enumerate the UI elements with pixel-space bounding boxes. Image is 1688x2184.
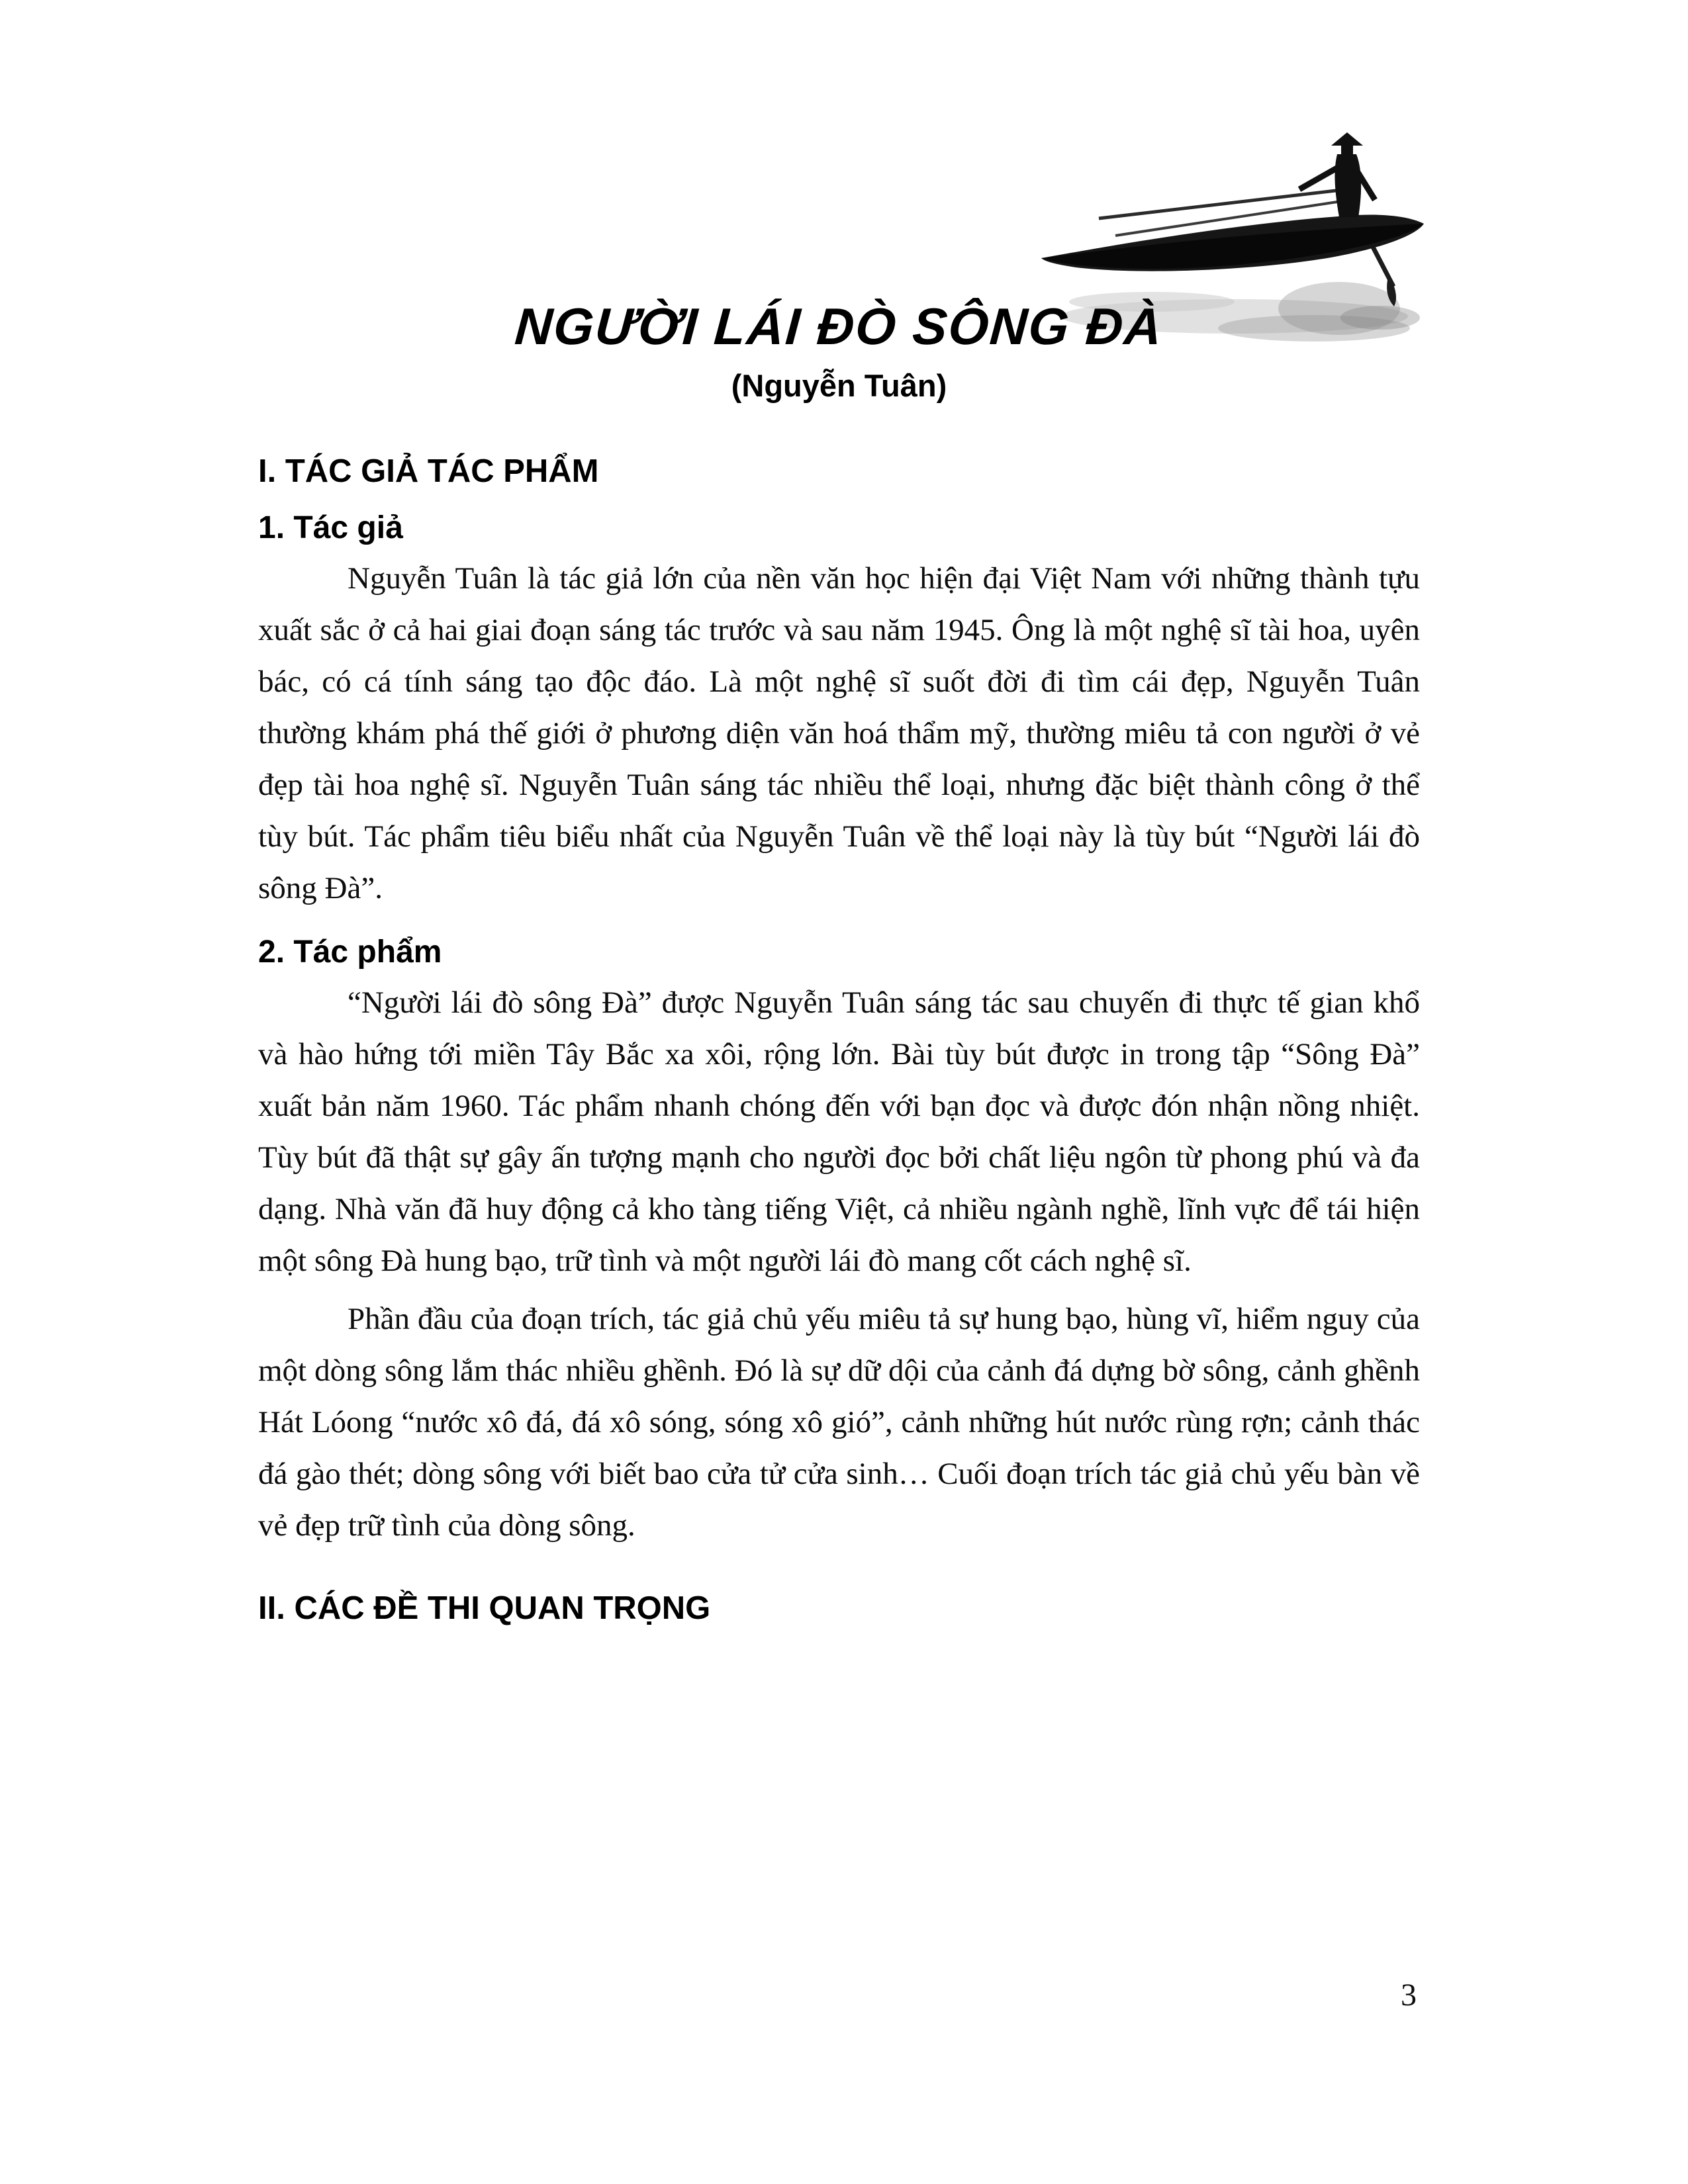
page-content	[258, 0, 1420, 1627]
subheading-tac-pham: 2. Tác phẩm	[258, 934, 442, 970]
section-heading-cac-de-thi: II. CÁC ĐỀ THI QUAN TRỌNG	[258, 1590, 711, 1626]
section-heading-tac-gia-tac-pham: I. TÁC GIẢ TÁC PHẨM	[258, 453, 599, 489]
page-number: 3	[1401, 1978, 1417, 2013]
paragraph-tac-pham-2: Phần đầu của đoạn trích, tác giả chủ yếu miêu tả sự hung bạo, hùng vĩ, hiểm nguy của một dòng sông lắm thác nhiều ghềnh. Đó là sự dữ dội của cảnh đá dựng bờ sông, cảnh ghềnh Hát Lóong “nước xô đá, đá xô sóng, sóng xô gió”, cảnh những hút nước rùng rợn; cảnh thác đá gào thét; dòng sông với biết bao cửa tử cửa sinh… Cuối đoạn trích tác giả chủ yếu bàn về vẻ đẹp trữ tình của dòng sông.	[258, 1302, 1420, 1543]
author-line: (Nguyễn Tuân)	[731, 368, 947, 403]
subheading-tac-gia: 1. Tác giả	[258, 510, 403, 545]
paragraph-tac-gia: Nguyễn Tuân là tác giả lớn của nền văn học hiện đại Việt Nam với những thành tựu xuất sắc ở cả hai giai đoạn sáng tác trước và sau năm 1945. Ông là một nghệ sĩ tài hoa, uyên bác, có cá tính sáng tạo độc đáo. Là một nghệ sĩ suốt đời đi tìm cái đẹp, Nguyễn Tuân thường khám phá thế giới ở phương diện văn hoá thẩm mỹ, thường miêu tả con người ở vẻ đẹp tài hoa nghệ sĩ. Nguyễn Tuân sáng tác nhiều thể loại, nhưng đặc biệt thành công ở thể tùy bút. Tác phẩm tiêu biểu nhất của Nguyễn Tuân về thể loại này là tùy bút “Người lái đò sông Đà”.	[258, 561, 1420, 905]
paragraph-tac-pham-1: “Người lái đò sông Đà” được Nguyễn Tuân sáng tác sau chuyến đi thực tế gian khổ và hào hứng tới miền Tây Bắc xa xôi, rộng lớn. Bài tùy bút được in trong tập “Sông Đà” xuất bản năm 1960. Tác phẩm nhanh chóng đến với bạn đọc và được đón nhận nồng nhiệt. Tùy bút đã thật sự gây ấn tượng mạnh cho người đọc bởi chất liệu ngôn từ phong phú và đa dạng. Nhà văn đã huy động cả kho tàng tiếng Việt, cả nhiều ngành nghề, lĩnh vực để tái hiện một sông Đà hung bạo, trữ tình và một người lái đò mang cốt cách nghệ sĩ.	[258, 985, 1420, 1278]
page-title: NGƯỜI LÁI ĐÒ SÔNG ĐÀ	[513, 297, 1165, 355]
